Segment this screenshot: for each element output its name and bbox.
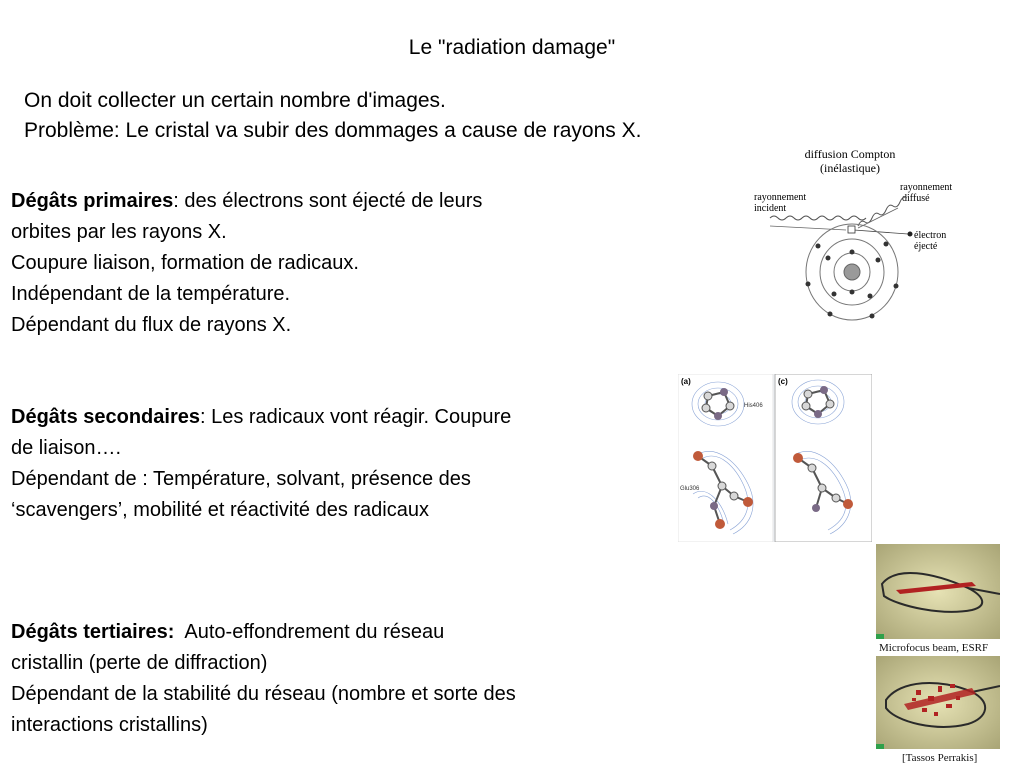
compton-title-2: (inélastique) xyxy=(820,161,880,175)
secondary-line-3: ‘scavengers’, mobilité et réactivité des radicaux xyxy=(11,499,429,521)
tertiary-line-0: Auto-effondrement du réseau xyxy=(174,621,445,643)
panel-c-label: (c) xyxy=(778,377,788,386)
incident-label-2: incident xyxy=(754,203,787,214)
panel-a-label: (a) xyxy=(681,377,691,386)
crystal-photo-after xyxy=(876,656,1000,749)
tertiary-heading: Dégâts tertiaires: xyxy=(11,621,175,643)
primary-line-1: orbites par les rayons X. xyxy=(11,221,227,243)
primary-damage-block xyxy=(11,186,482,341)
secondary-line-2: Dépendant de : Température, solvant, présence des xyxy=(11,468,471,490)
primary-line-3: Indépendant de la température. xyxy=(11,283,291,305)
scattered-wave xyxy=(858,197,907,226)
scattered-label-2: diffusé xyxy=(902,193,930,204)
electron-label-1: électron xyxy=(914,230,947,241)
intro-line-1: On doit collecter un certain nombre d'images. xyxy=(24,89,446,112)
compton-diagram-svg xyxy=(750,146,970,331)
primary-line-2: Coupure liaison, formation de radicaux. xyxy=(11,252,359,274)
atom-nucleus xyxy=(844,264,860,280)
electron-label-2: éjecté xyxy=(914,241,938,252)
collision-point xyxy=(848,226,855,233)
scattered-arrow xyxy=(858,208,898,228)
primary-heading: Dégâts primaires xyxy=(11,190,174,212)
crystal-caption-1: Microfocus beam, ESRF xyxy=(879,642,989,654)
compton-title-1: diffusion Compton xyxy=(804,147,896,161)
secondary-line-0: : Les radicaux vont réagir. Coupure xyxy=(199,406,512,428)
electron-path xyxy=(854,230,908,234)
incident-label-1: rayonnement xyxy=(754,192,807,203)
his406-label: His406 xyxy=(744,403,763,409)
intro-line-2: Problème: Le cristal va subir des dommages a cause de rayons X. xyxy=(24,119,642,142)
crystal-caption-2: [Tassos Perrakis] xyxy=(902,752,978,764)
electron-density-svg xyxy=(678,374,872,542)
ejected-electron xyxy=(908,232,913,237)
incident-arrow xyxy=(770,226,846,230)
slide-title: Le "radiation damage" xyxy=(408,36,616,59)
crystal-photo-after-svg xyxy=(876,656,1000,749)
crystal-photo-before xyxy=(876,544,1000,639)
panel-c xyxy=(775,374,872,542)
tertiary-line-3: interactions cristallins) xyxy=(11,714,208,736)
secondary-heading: Dégâts secondaires xyxy=(11,406,200,428)
crystal-photo-before-svg xyxy=(876,544,1000,639)
electron-density-figure xyxy=(678,374,872,542)
incident-wave xyxy=(770,216,866,220)
primary-line-4: Dépendant du flux de rayons X. xyxy=(11,314,292,336)
tertiary-line-1: cristallin (perte de diffraction) xyxy=(11,652,268,674)
compton-diagram xyxy=(750,146,970,331)
secondary-damage-block xyxy=(11,402,511,526)
scale-marker xyxy=(876,744,884,749)
tertiary-damage-block xyxy=(11,617,516,741)
panel-a xyxy=(678,374,773,542)
scale-marker xyxy=(876,634,884,639)
tertiary-line-2: Dépendant de la stabilité du réseau (nombre et sorte des xyxy=(11,683,516,705)
primary-line-0: : des électrons sont éjecté de leurs xyxy=(173,190,483,212)
secondary-line-1: de liaison…. xyxy=(11,437,122,459)
scattered-label-1: rayonnement xyxy=(900,182,953,193)
glu306-label: Glu306 xyxy=(680,486,700,492)
intro-text xyxy=(24,86,641,146)
